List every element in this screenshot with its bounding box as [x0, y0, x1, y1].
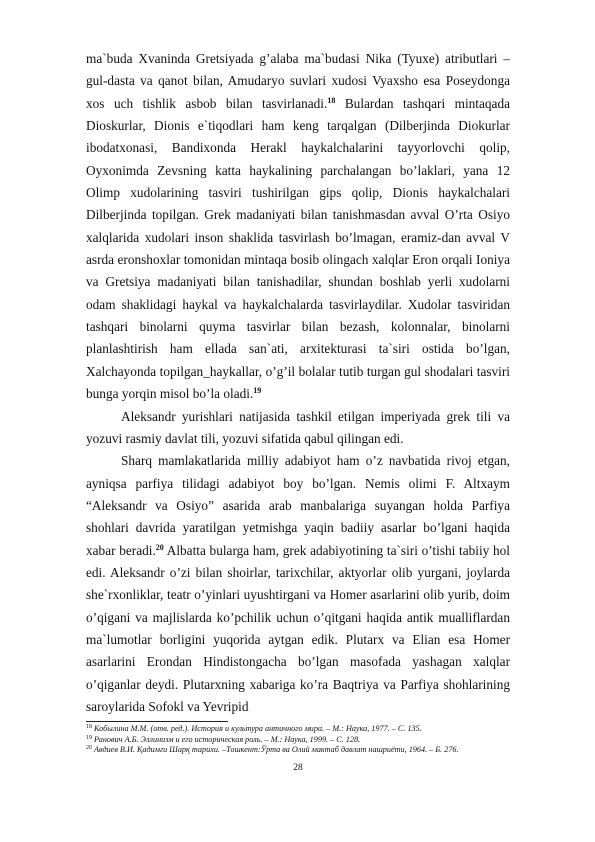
paragraph-text: Aleksandr yurishlari natijasida tashkil etilgan imperiyada grek tili va yozuvi rasmiy davlat tili, yozuvi sifatida qabul qilingan edi.: [86, 408, 510, 446]
footnote-text: Кобылина М.М. (отв. ред.). История и культура античного мира. – М.: Наука, 1977. – С. 135.: [92, 724, 422, 734]
body-text: [86, 48, 510, 718]
footnote-reference: 20: [155, 542, 164, 552]
footnote: [86, 735, 510, 746]
footnote-number: 20: [86, 745, 92, 752]
footnotes: [86, 724, 510, 756]
footnote-reference: 18: [327, 95, 336, 105]
paragraph: [86, 450, 510, 718]
paragraph-text: ma`buda Xvaninda Gretsiyada g’alaba ma`budasi Nika (Tyuxe) atributlari – gul-dasta va qanot bilan, Amudaryo suvlari xudosi Vyaxsho esa Poseydonga xos uch tishlik asbob bilan tasvirlanadi.: [86, 51, 510, 111]
paragraph-text: Albatta bularga ham, grek adabiyotining ta`siri o’tishi tabiiy hol edi. Aleksandr o’zi bilan shoirlar, tarixchilar, aktyorlar olib yurgani, joylarda she`rxonliklar, teatr o’yinlari uyushtirgani va Homer asarlarini olib yurib, doim o’qigani va majlislarda ko’pchilik uchun o’qitgani haqida antik mualliflardan ma`lumotlar borligini yuqorida aytgan edik. Plutarx va Elian esa Homer asarlarini Erondan Hindistongacha bo’lgan masofada yashagan xalqlar o’qiganlar deydi. Plutarxning xabariga ko’ra Baqtriya va Parfiya shohlarining saroylarida Sofokl va Yevripid: [86, 542, 510, 714]
paragraph-text: Sharq mamlakatlarida milliy adabiyot ham o’z navbatida rivoj etgan, ayniqsa parfiya tilidagi adabiyot boy bo’lgan. Nemis olimi F. Altxaym “Aleksandr va Osiyo” asarida arab manbalariga suyangan holda Parfiya shohlari davrida yaratilgan yetmishga yaqin badiiy asarlar bo’lgani haqida xabar beradi.: [86, 453, 510, 558]
footnote-text: Авдиев В.И. Қадимги Шарқ тарихи. –Тошкент:Ўрта ва Олий мактаб давлат нашриёти, 1964. – Б. 276.: [92, 745, 459, 755]
paragraph: [86, 48, 510, 406]
footnote-number: 19: [86, 734, 92, 741]
document-page: [86, 48, 510, 779]
page-number: 28: [293, 762, 303, 773]
footnote-text: Ранович А.Б. Эллинизм и его историческая роль. – М.: Наука, 1999. – С. 128.: [92, 734, 361, 744]
paragraph-text: Bulardan tashqari mintaqada Dioskurlar, Dionis e`tiqodlari ham keng tarqalgan (Dilberjinda Diokurlar ibodatxonasi, Bandixonda Herakl haykalchalarini tayyorlovchi qolip, Oyxonimda Zevsning katta haykalining parchalangan bo’laklari, yana 12 Olimp xudolarining tasviri tushirilgan gips qolip, Dionis haykalchalari Dilberjinda topilgan. Grek madaniyati bilan tanishmasdan avval O’rta Osiyo xalqlarida xudolari inson shaklida tasvirlash bo’lmagan, eramiz-dan avval V asrda eronshoxlar tomonidan mintaqa bosib olingach xalqlar Eron orqali Ioniya va Gretsiya madaniyati bilan tanishadilar, shundan boshlab yerli xudolarni odam shaklidagi haykal va haykalchalarda tasvirlaydilar. Xudolar tasviridan tashqari binolarni quyma tasvirlar bilan bezash, kolonnalar, binolarni planlashtirish ham ellada san`ati, arxitekturasi ta`siri ostida bo’lgan, Xalchayonda topilgan_haykallar, o’g’il bolalar tutib turgan gul shodalari tasviri bunga yorqin misol bo’la oladi.: [86, 95, 511, 402]
footnote-number: 18: [86, 724, 92, 731]
footnote: [86, 724, 510, 735]
footnote-reference: 19: [253, 386, 262, 396]
footnote-divider: [86, 721, 228, 722]
footnote: [86, 745, 510, 756]
paragraph: [86, 406, 510, 451]
